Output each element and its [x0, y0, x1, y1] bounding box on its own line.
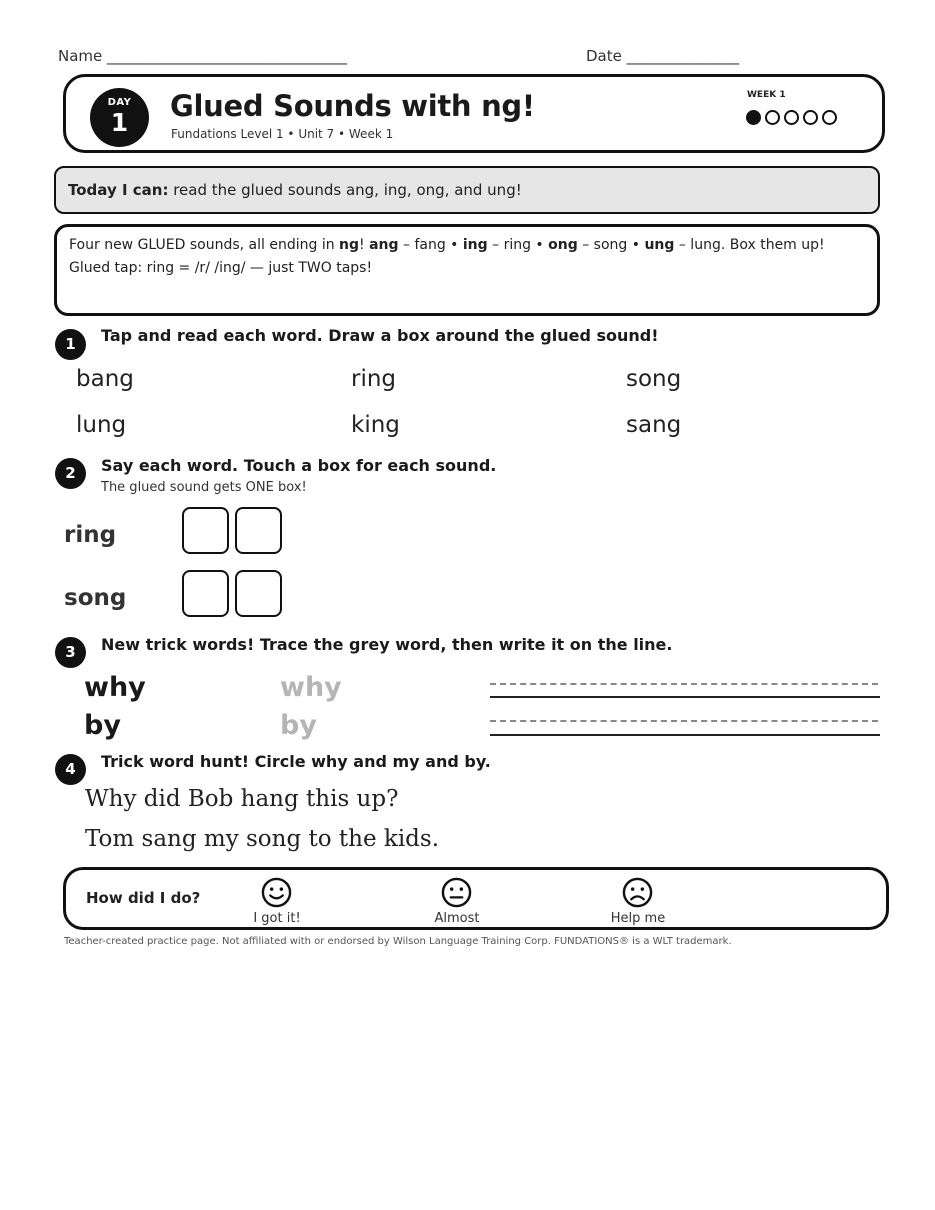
- info-ong-example: – song •: [577, 237, 645, 253]
- hunt-sentence[interactable]: Tom sang my song to the kids.: [85, 826, 440, 852]
- trick-word: by: [84, 710, 121, 741]
- sound-word: ring: [64, 522, 117, 548]
- sound-box[interactable]: [235, 570, 282, 617]
- week-label: WEEK 1: [747, 90, 786, 100]
- rating-option-almost[interactable]: [441, 877, 472, 912]
- question-2-subtext: The glued sound gets ONE box!: [101, 480, 307, 495]
- frown-face-icon: [622, 877, 653, 908]
- footer-disclaimer: Teacher-created practice page. Not affiliated with or endorsed by Wilson Language Training Corp. FUNDATIONS® is a WLT trademark.: [64, 936, 732, 947]
- self-rating-question: How did I do?: [86, 889, 201, 907]
- day-word: DAY: [107, 97, 132, 108]
- sound-box[interactable]: [182, 570, 229, 617]
- rating-label: Help me: [610, 911, 666, 926]
- today-goal-lead: Today I can:: [68, 181, 169, 199]
- writing-guide-dashed: [490, 720, 878, 722]
- writing-line[interactable]: [490, 696, 880, 698]
- info-exclaim: !: [359, 237, 370, 253]
- question-4-instruction: Trick word hunt! Circle why and my and by.: [101, 752, 491, 771]
- question-number-3: 3: [55, 637, 86, 668]
- day-number: 1: [110, 108, 129, 137]
- progress-dot-empty: [784, 110, 799, 125]
- info-ang: ang: [369, 237, 399, 253]
- today-goal-body: read the glued sounds ang, ing, ong, and ung!: [168, 181, 522, 199]
- writing-line[interactable]: [490, 734, 880, 736]
- hunt-sentence[interactable]: Why did Bob hang this up?: [85, 786, 399, 812]
- week-progress-dots: [746, 110, 837, 125]
- question-number-2: 2: [55, 458, 86, 489]
- info-intro: Four new GLUED sounds, all ending in: [69, 237, 340, 253]
- date-field-label[interactable]: Date _______________: [586, 47, 740, 65]
- trick-word: why: [84, 672, 146, 703]
- writing-guide-dashed: [490, 683, 878, 685]
- info-text: [69, 234, 869, 279]
- day-badge: [90, 88, 149, 147]
- word-item[interactable]: bang: [76, 366, 134, 392]
- word-item[interactable]: song: [626, 366, 682, 392]
- neutral-face-icon: [441, 877, 472, 908]
- rating-option-got-it[interactable]: [261, 877, 292, 912]
- page-title: Glued Sounds with ng!: [170, 89, 535, 123]
- info-ng: ng: [339, 237, 360, 253]
- word-item[interactable]: sang: [626, 412, 682, 438]
- trace-word[interactable]: by: [280, 710, 317, 741]
- name-field-label[interactable]: Name ________________________________: [58, 47, 348, 65]
- progress-dot-empty: [803, 110, 818, 125]
- page-subtitle: Fundations Level 1 • Unit 7 • Week 1: [171, 127, 394, 141]
- info-ung: ung: [644, 237, 675, 253]
- trace-word[interactable]: why: [280, 672, 342, 703]
- info-ing: ing: [462, 237, 488, 253]
- info-ung-example: – lung. Box them up!: [674, 237, 825, 253]
- word-item[interactable]: king: [351, 412, 400, 438]
- question-1-instruction: Tap and read each word. Draw a box around the glued sound!: [101, 326, 659, 345]
- smile-face-icon: [261, 877, 292, 908]
- info-glued-tap: Glued tap: ring = /r/ /ing/ — just TWO taps!: [69, 259, 373, 276]
- info-ong: ong: [548, 237, 578, 253]
- sound-box[interactable]: [235, 507, 282, 554]
- question-number-4: 4: [55, 754, 86, 785]
- sound-box[interactable]: [182, 507, 229, 554]
- rating-label: Almost: [434, 911, 480, 926]
- today-goal-text: [68, 181, 522, 199]
- progress-dot-empty: [765, 110, 780, 125]
- question-3-instruction: New trick words! Trace the grey word, then write it on the line.: [101, 635, 673, 654]
- progress-dot-empty: [822, 110, 837, 125]
- sound-word: song: [64, 585, 127, 611]
- question-number-1: 1: [55, 329, 86, 360]
- progress-dot-filled: [746, 110, 761, 125]
- question-2-instruction: Say each word. Touch a box for each sound.: [101, 456, 497, 475]
- word-item[interactable]: lung: [76, 412, 127, 438]
- info-ang-example: – fang •: [398, 237, 463, 253]
- rating-option-help-me[interactable]: [622, 877, 653, 912]
- rating-label: I got it!: [253, 911, 301, 926]
- word-item[interactable]: ring: [351, 366, 397, 392]
- info-ing-example: – ring •: [487, 237, 549, 253]
